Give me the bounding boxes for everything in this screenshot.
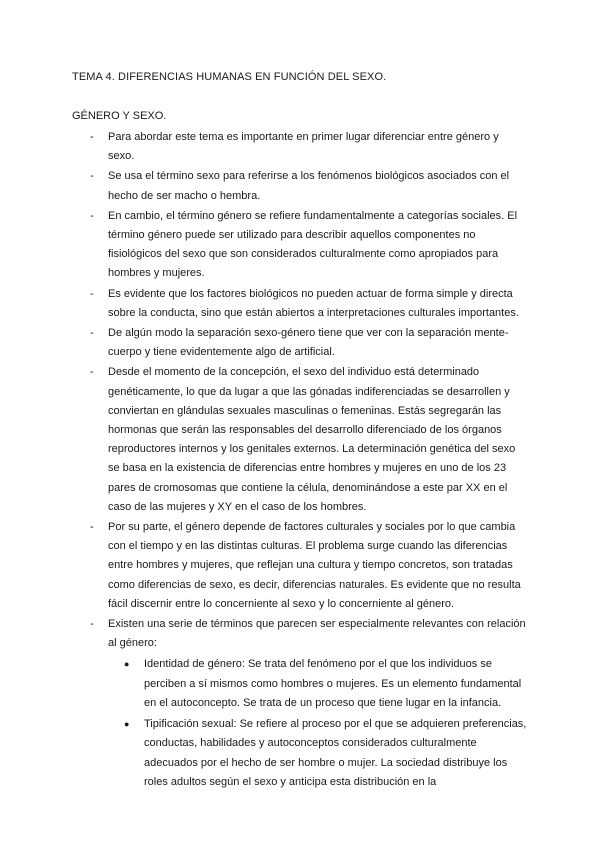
dash-marker: - xyxy=(90,366,94,379)
dash-marker: - xyxy=(90,209,94,222)
list-item-text: Existen una serie de términos que parecen ser especialmente relevantes con relación al género: xyxy=(108,618,526,650)
list-item-text: De algún modo la separación sexo-género tiene que ver con la separación mente-cuerpo y tiene evidentemente algo de artificial. xyxy=(108,327,509,359)
list-item xyxy=(72,285,528,323)
section-heading: GÉNERO Y SEXO. xyxy=(72,110,167,122)
list-item xyxy=(72,324,528,362)
list-item xyxy=(72,207,528,284)
bullet-icon: ● xyxy=(124,719,130,730)
bullet-icon: ● xyxy=(124,659,130,670)
dash-marker: - xyxy=(90,618,94,631)
sub-list xyxy=(108,655,528,791)
list-item-text: En cambio, el término género se refiere fundamentalmente a categorías sociales. El término género puede ser utilizado para describir aquellos componentes no fisiológicos del sexo que son considerados culturalmente como apropiados para hombres y mujeres. xyxy=(108,209,518,280)
sub-list-item-text: Identidad de género: Se trata del fenómeno por el que los individuos se perciben a sí mismos como hombres o mujeres. Es un elemento fundamental en el autoconcepto. Se trata de un proceso que tiene lugar en la infancia. xyxy=(144,658,522,709)
sub-list-item-text: Tipificación sexual: Se refiere al proceso por el que se adquieren preferencias, conductas, habilidades y autoconceptos considerados culturalmente adecuados por el hecho de ser hombre o mujer. La sociedad distribuye los roles adultos según el sexo y anticipa esta distribución en la xyxy=(144,718,527,788)
dash-marker: - xyxy=(90,327,94,340)
document-title: TEMA 4. DIFERENCIAS HUMANAS EN FUNCIÓN DEL SEXO. xyxy=(72,71,387,83)
list-item xyxy=(72,167,528,205)
sub-list-item xyxy=(108,655,528,713)
dash-marker: - xyxy=(90,170,94,183)
sub-list-item xyxy=(108,715,528,792)
list-item xyxy=(72,128,528,166)
list-item-text: Se usa el término sexo para referirse a los fenómenos biológicos asociados con el hecho de ser macho o hembra. xyxy=(108,170,510,202)
list-item-text: Para abordar este tema es importante en primer lugar diferenciar entre género y sexo. xyxy=(108,131,499,163)
list-item xyxy=(72,363,528,517)
dash-marker: - xyxy=(90,131,94,143)
dash-marker: - xyxy=(90,287,94,300)
list-item-text: Por su parte, el género depende de factores culturales y sociales por lo que cambia con el tiempo y en las distintas culturas. El problema surge cuando las diferencias entre hombres y mujeres, que reflejan una cultura y tiempo concretos, son tratadas como diferencias de sexo, es decir, diferencias naturales. Es evidente que no resulta fácil discernir entre lo concerniente al sexo y lo concerniente al género. xyxy=(108,521,521,610)
list-item-text: Desde el momento de la concepción, el sexo del individuo está determinado genéticamente, lo que da lugar a que las gónadas indiferenciadas se desarrollen y conviertan en glándulas sexuales masculinas o femeninas. Estás segregarán las hormonas que serán las responsables del desarrollo diferenciado de los órganos reproductores internos y los genitales externos. La determinación genética del sexo se basa en la existencia de diferencias entre hombres y mujeres en uno de los 23 pares de cromosomas que contiene la célula, denominándose a este par XX en el caso de las mujeres y XY en el caso de los hombres. xyxy=(108,366,516,513)
list-item xyxy=(72,518,528,614)
list-item xyxy=(72,615,528,792)
list-item-text: Es evidente que los factores biológicos no pueden actuar de forma simple y directa sobre la conducta, sino que están abiertos a interpretaciones culturales importantes. xyxy=(108,287,519,319)
dash-marker: - xyxy=(90,521,94,534)
main-list xyxy=(72,128,528,794)
